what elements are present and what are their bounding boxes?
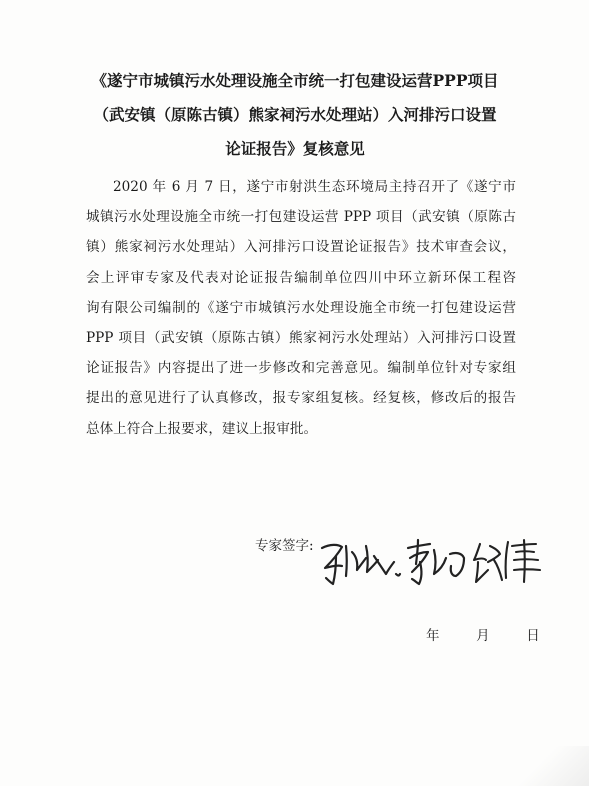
body-line-5: 询有限公司编制的《遂宁市城镇污水处理设施全市统一打包建设运营 (86, 299, 516, 316)
signature-label: 专家签字: (255, 538, 314, 554)
body-paragraph (86, 172, 516, 444)
body-line-3: 镇）熊家祠污水处理站）入河排污口设置论证报告》技术审查会议， (86, 239, 516, 256)
body-line-8: 提出的意见进行了认真修改，报专家组复核。经复核，修改后的报告 (86, 390, 516, 407)
title-line-1: 《遂宁市城镇污水处理设施全市统一打包建设运营PPP项目 (91, 71, 499, 90)
date-line (426, 624, 540, 644)
title-line-3: 论证报告》复核意见 (225, 139, 365, 158)
date-month-label: 月 (476, 628, 490, 644)
page-corner-shadow (469, 746, 589, 786)
title-line-2: （武安镇（原陈古镇）熊家祠污水处理站）入河排污口设置 (93, 105, 497, 124)
body-line-9: 总体上符合上报要求，建议上报审批。 (86, 420, 318, 437)
body-line-7: 论证报告》内容提出了进一步修改和完善意见。编制单位针对专家组 (86, 360, 516, 377)
document-title (60, 64, 530, 166)
handwritten-signatures (316, 532, 556, 590)
signature-3 (474, 540, 540, 582)
signature-1 (322, 545, 400, 584)
body-line-2: 城镇污水处理设施全市统一打包建设运营 PPP 项目（武安镇（原陈古 (86, 209, 516, 226)
body-line-4: 会上评审专家及代表对论证报告编制单位四川中环立新环保工程咨 (86, 269, 516, 286)
body-line-6: PPP 项目（武安镇（原陈古镇）熊家祠污水处理站）入河排污口设置 (86, 330, 516, 347)
signature-2 (408, 540, 464, 584)
body-line-1: 2020 年 6 月 7 日，遂宁市射洪生态环境局主持召开了《遂宁市 (113, 179, 516, 195)
date-year-label: 年 (426, 628, 440, 644)
date-day-label: 日 (526, 628, 540, 644)
